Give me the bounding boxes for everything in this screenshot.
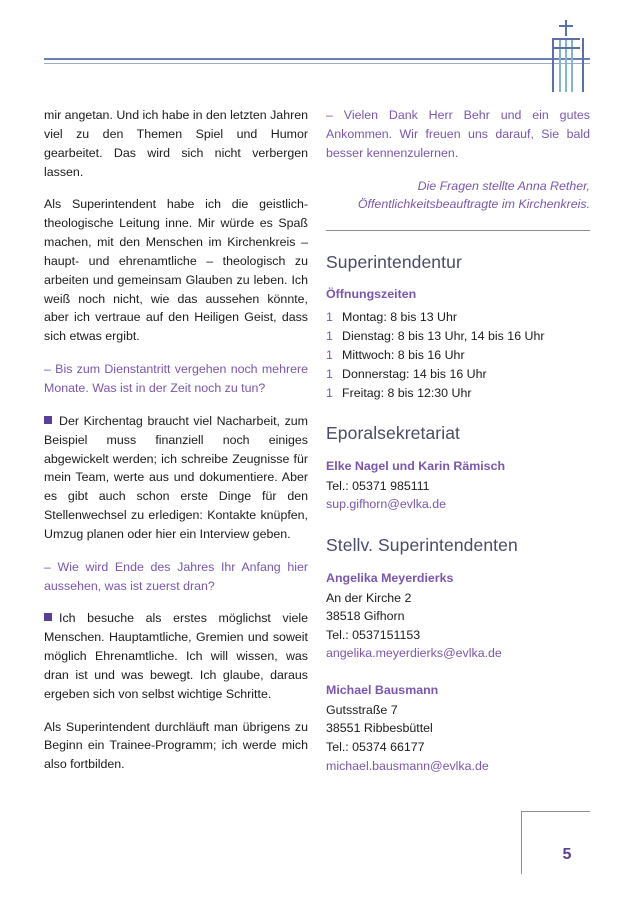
subheading-opening-hours: Öffnungszeiten	[326, 287, 417, 302]
contact-block	[326, 457, 590, 514]
contact-email[interactable]: michael.bausmann@evlka.de	[326, 758, 489, 773]
list-item	[326, 308, 590, 327]
closing-paragraph: Als Superintendent durchläuft man übrigens zu Beginn ein Trainee-Programm; ich werde mich also fortbilden.	[44, 719, 308, 772]
interview-answer	[44, 412, 308, 544]
interview-credit: Die Fragen stellte Anna Rether, Öffentlichkeitsbeauftragte im Kirchenkreis.	[357, 178, 590, 212]
contact-city: 38518 Gifhorn	[326, 609, 405, 624]
interview-question: – Bis zum Dienstantritt vergehen noch mehrere Monate. Was ist in der Zeit noch zu tun?	[44, 362, 308, 395]
list-marker: 1	[326, 347, 333, 362]
contact-name: Elke Nagel und Karin Rämisch	[326, 459, 506, 473]
contact-street: An der Kirche 2	[326, 590, 412, 605]
list-marker: 1	[326, 310, 333, 325]
list-item	[326, 327, 590, 346]
list-item	[326, 346, 590, 365]
cross-horizontal-icon	[559, 25, 573, 27]
list-item	[326, 365, 590, 384]
right-column	[326, 106, 590, 793]
section-heading-superintendentur: Superintendentur	[326, 251, 462, 272]
list-marker: 1	[326, 385, 333, 400]
tower-band-icon	[552, 47, 580, 49]
contact-name: Michael Bausmann	[326, 682, 439, 697]
tower-top-icon	[552, 38, 580, 40]
section-heading-eporalsekretariat: Eporalsekretariat	[326, 423, 460, 444]
body-paragraph: mir angetan. Und ich habe in den letzten Jahren viel zu den Themen Spiel und Humor gearbeitet. Das wird sich nicht verbergen lassen.	[44, 108, 308, 179]
section-divider	[326, 230, 590, 231]
square-bullet-icon	[44, 613, 52, 621]
left-column	[44, 106, 308, 774]
interview-answer-text: Der Kirchentag braucht viel Nacharbeit, zum Beispiel muss finanziell noch einiges abgewickelt werden; ich schreibe Zeugnisse für mein Team, werte aus und dokumentiere. Aber es gibt auch schon erste Dinge für den Stellenwechsel zu erledigen: Kontakte knüpfen, Umzug planen oder hier ein Interview geben.	[44, 413, 308, 541]
contact-email[interactable]: sup.gifhorn@evlka.de	[326, 497, 447, 512]
interview-answer-text: Ich besuche als erstes möglichst viele Menschen. Hauptamtliche, Gremien und soweit möglich Ehrenamtliche. Ich will wissen, was dran ist und was bewegt. Ich glaube, daraus ergeben sich von selbst wichtige Schritte.	[44, 611, 308, 701]
contact-name: Angelika Meyerdierks	[326, 570, 454, 585]
section-heading-stellv-superintendenten: Stellv. Superintendenten	[326, 535, 518, 556]
page-number: 5	[562, 846, 572, 863]
cross-vertical-icon	[565, 20, 567, 36]
list-marker: 1	[326, 366, 333, 381]
contact-email[interactable]: angelika.meyerdierks@evlka.de	[326, 646, 502, 661]
list-marker: 1	[326, 329, 333, 344]
header-rule	[44, 58, 590, 65]
list-item-label: Montag: 8 bis 13 Uhr	[342, 310, 458, 325]
contact-phone: Tel.: 0537151153	[326, 627, 421, 642]
list-item-label: Dienstag: 8 bis 13 Uhr, 14 bis 16 Uhr	[342, 329, 545, 344]
contact-phone: Tel.: 05374 66177	[326, 740, 425, 754]
church-tower-logo-icon	[542, 20, 590, 92]
header-rule-bottom	[44, 63, 590, 64]
square-bullet-icon	[44, 416, 52, 424]
contact-block	[326, 569, 590, 663]
opening-hours-list	[326, 308, 590, 402]
list-item	[326, 384, 590, 403]
contact-phone: Tel.: 05371 985111	[326, 478, 430, 493]
body-paragraph: Als Superintendent habe ich die geistlich-theologische Leitung inne. Mir würde es Spaß machen, mit den Menschen im Kirchenkreis – haupt- und ehrenamtliche – theologisch zu arbeiten und gemeinsam Glauben zu leben. Ich weiß noch nicht, wie das aussehen könnte, aber ich vertraue auf den Heiligen Geist, dass sich etwas ergibt.	[44, 197, 308, 344]
interview-question: – Wie wird Ende des Jahres Ihr Anfang hier aussehen, was ist zuerst dran?	[44, 559, 308, 593]
contact-block	[326, 681, 590, 775]
list-item-label: Mittwoch: 8 bis 16 Uhr	[342, 347, 465, 362]
footer-corner-rule	[521, 811, 590, 874]
list-item-label: Donnerstag: 14 bis 16 Uhr	[342, 366, 487, 381]
contact-city: 38551 Ribbesbüttel	[326, 721, 433, 736]
interview-question: – Vielen Dank Herr Behr und ein gutes Ankommen. Wir freuen uns darauf, Sie bald besser kennenzulernen.	[326, 108, 590, 160]
contact-street: Gutsstraße 7	[326, 702, 398, 717]
header-rule-top	[44, 58, 590, 60]
interview-answer	[44, 609, 308, 703]
list-item-label: Freitag: 8 bis 12:30 Uhr	[342, 385, 472, 400]
